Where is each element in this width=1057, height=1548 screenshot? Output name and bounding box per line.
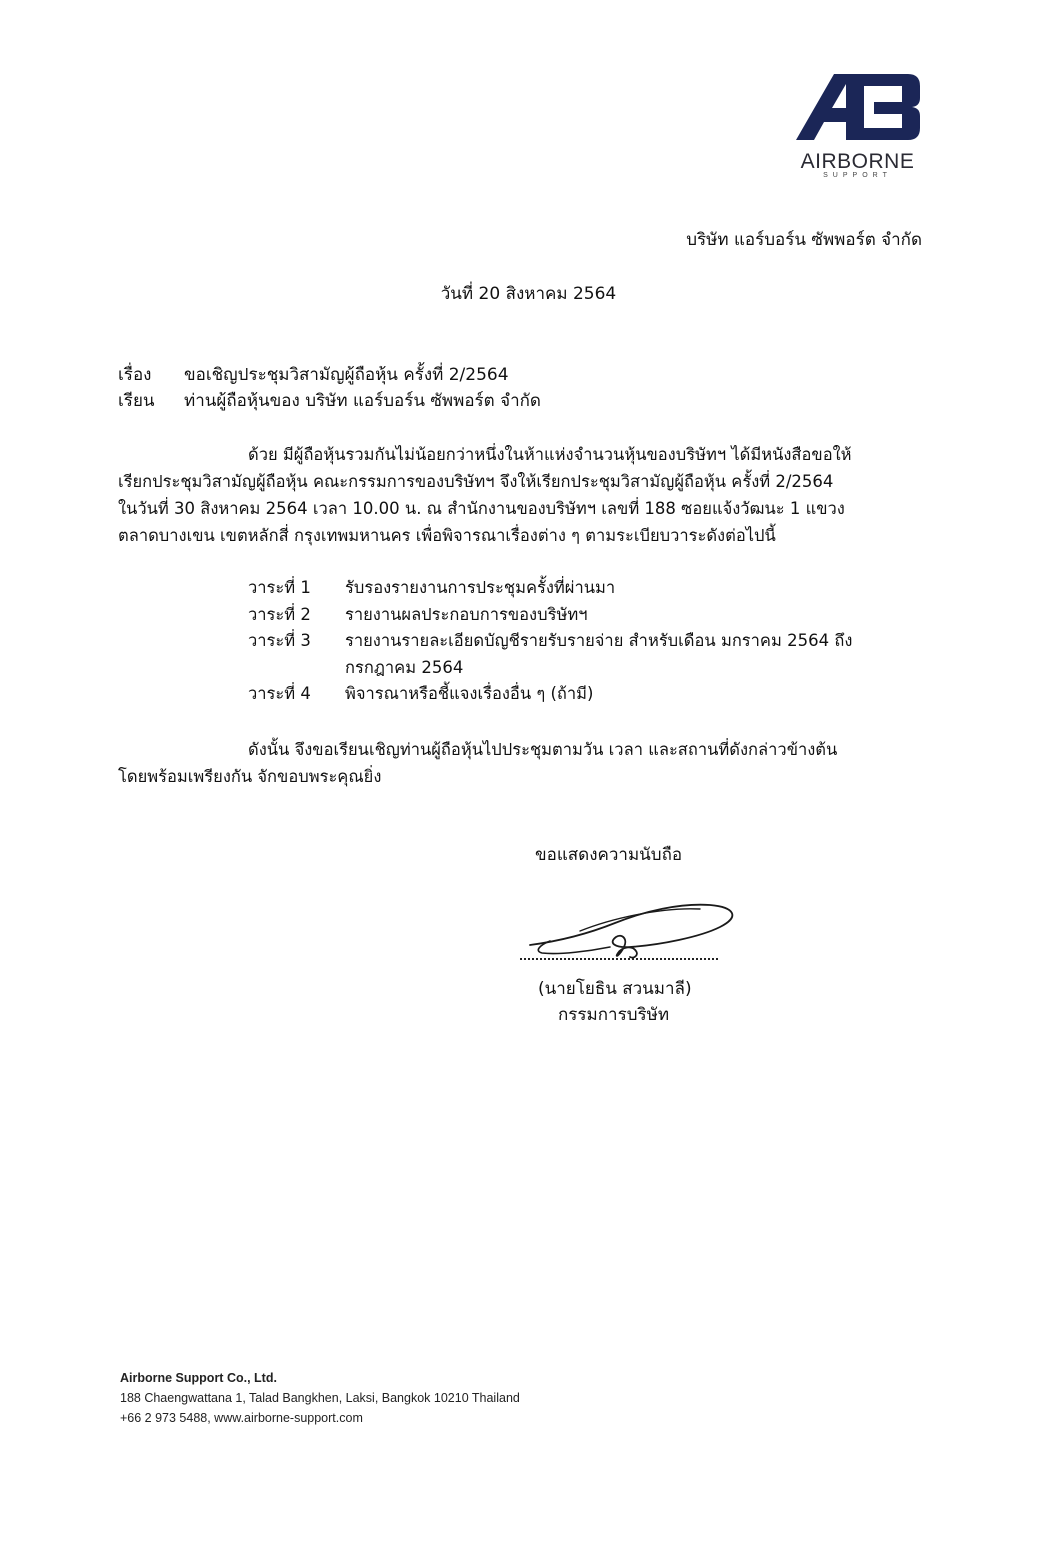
agenda-number: วาระที่ 3 — [248, 631, 311, 650]
agenda-item — [248, 628, 928, 681]
agenda-number: วาระที่ 1 — [248, 578, 311, 597]
letter-footer — [120, 1368, 520, 1428]
agenda-text-line: รายงานรายละเอียดบัญชีรายรับรายจ่าย สำหรับเดือน มกราคม 2564 ถึง — [345, 631, 853, 650]
agenda-number: วาระที่ 4 — [248, 684, 311, 703]
body-line: ด้วย มีผู้ถือหุ้นรวมกันไม่น้อยกว่าหนึ่งในห้าแห่งจำนวนหุ้นของบริษัทฯ ได้มีหนังสือขอให้ — [248, 445, 852, 464]
company-logo — [790, 70, 925, 182]
company-name: บริษัท แอร์บอร์น ซัพพอร์ต จำกัด — [686, 230, 922, 250]
agenda-number: วาระที่ 2 — [248, 604, 311, 624]
agenda-list — [248, 575, 928, 708]
footer-contact: +66 2 973 5488, www.airborne-support.com — [120, 1411, 363, 1425]
body-paragraph — [118, 441, 923, 549]
signer-name: (นายโยธิน สวนมาลี) — [538, 979, 692, 999]
logo-tagline: SUPPORT — [823, 172, 892, 179]
subject-text: ขอเชิญประชุมวิสามัญผู้ถือหุ้น ครั้งที่ 2/2564 — [184, 365, 509, 385]
recipient-label: เรียน — [118, 391, 155, 411]
agenda-item — [248, 575, 928, 602]
handwritten-signature — [520, 893, 745, 973]
subject-label: เรื่อง — [118, 365, 152, 385]
agenda-text: พิจารณาหรือชี้แจงเรื่องอื่น ๆ (ถ้ามี) — [345, 684, 594, 703]
body-line: ในวันที่ 30 สิงหาคม 2564 เวลา 10.00 น. ณ สำนักงานของบริษัทฯ เลขที่ 188 ซอยแจ้งวัฒนะ 1 แขวง — [118, 499, 845, 518]
regards-text: ขอแสดงความนับถือ — [535, 845, 683, 865]
closing-line: ดังนั้น จึงขอเรียนเชิญท่านผู้ถือหุ้นไปประชุมตามวัน เวลา และสถานที่ดังกล่าวข้างต้น — [248, 740, 838, 759]
agenda-item — [248, 681, 928, 708]
recipient-line — [118, 390, 541, 412]
footer-company: Airborne Support Co., Ltd. — [120, 1371, 277, 1385]
recipient-text: ท่านผู้ถือหุ้นของ บริษัท แอร์บอร์น ซัพพอร์ต จำกัด — [184, 391, 541, 411]
subject-line — [118, 364, 509, 386]
agenda-text — [345, 628, 928, 681]
letter-date: วันที่ 20 สิงหาคม 2564 — [440, 284, 617, 304]
agenda-text-continuation: กรกฎาคม 2564 — [345, 657, 464, 677]
body-line: ตลาดบางเขน เขตหลักสี่ กรุงเทพมหานคร เพื่อพิจารณาเรื่องต่าง ๆ ตามระเบียบวาระดังต่อไปนี้ — [118, 526, 776, 545]
logo-wordmark: AIRBORNE — [800, 150, 915, 173]
agenda-text: รับรองรายงานการประชุมครั้งที่ผ่านมา — [345, 578, 616, 597]
agenda-text: รายงานผลประกอบการของบริษัทฯ — [345, 604, 588, 624]
closing-paragraph — [118, 736, 923, 790]
footer-address: 188 Chaengwattana 1, Talad Bangkhen, Laksi, Bangkok 10210 Thailand — [120, 1391, 520, 1405]
ab-monogram-logo-icon — [790, 70, 925, 150]
signer-title: กรรมการบริษัท — [558, 1005, 670, 1025]
agenda-item — [248, 602, 928, 629]
signature-line — [520, 958, 718, 960]
closing-line: โดยพร้อมเพรียงกัน จักขอบพระคุณยิ่ง — [118, 767, 382, 786]
body-line: เรียกประชุมวิสามัญผู้ถือหุ้น คณะกรรมการของบริษัทฯ จึงให้เรียกประชุมวิสามัญผู้ถือหุ้น ครั้งที่ 2/2564 — [118, 472, 834, 491]
